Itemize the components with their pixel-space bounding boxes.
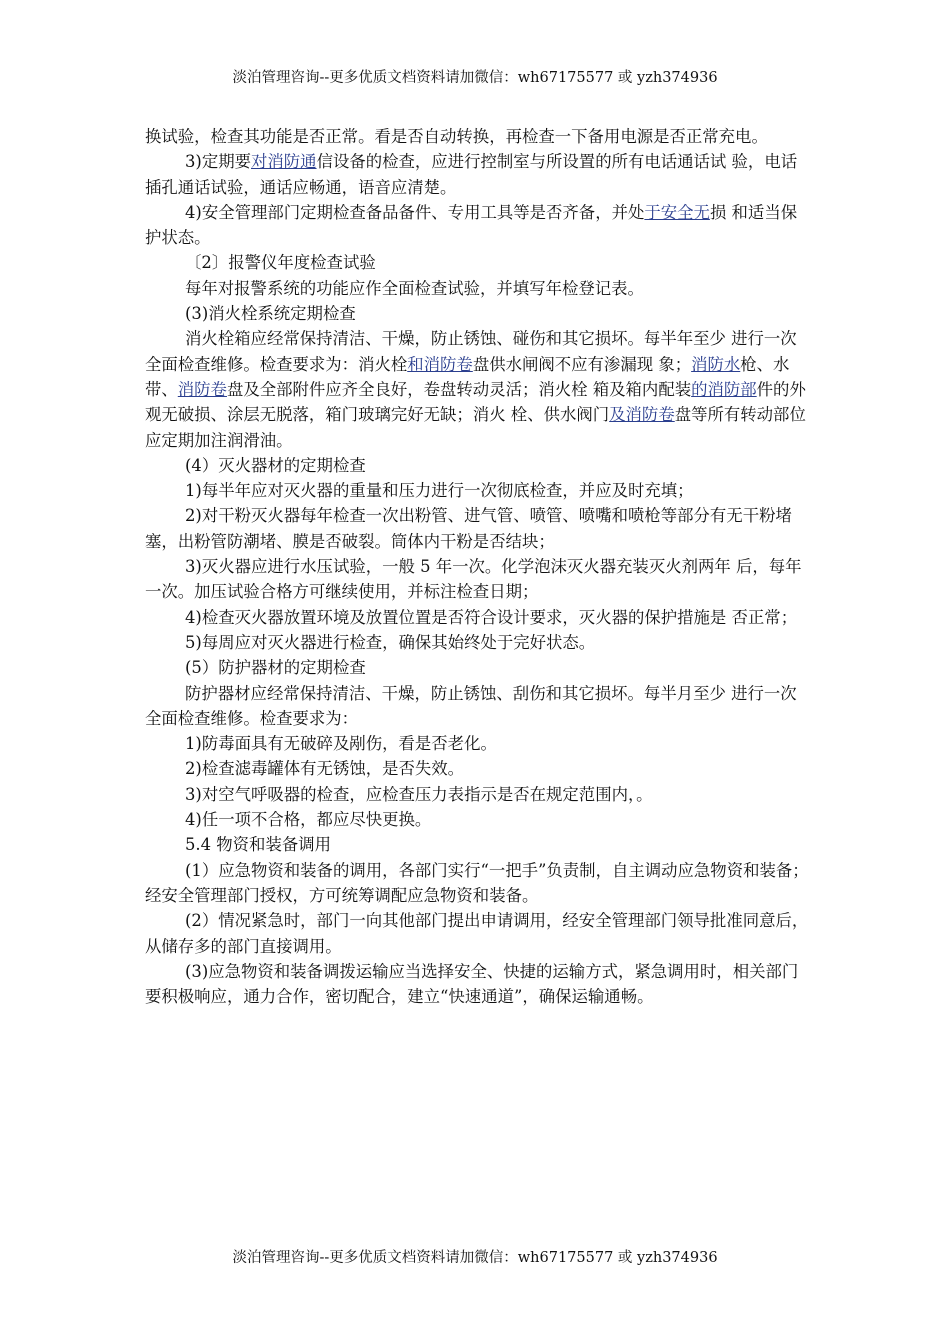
- section-heading: (4）灭火器材的定期检查: [185, 455, 366, 475]
- page-footer: 淡泊管理咨询--更多优质文档资料请加微信：wh67175577 或 yzh374936: [232, 1250, 718, 1266]
- paragraph: (2）情况紧急时，部门一向其他部门提出申请调用，经安全管理部门领导批准同意后，从储存多的部门直接调用。: [145, 911, 809, 956]
- text-run: 盘供水闸阀不应有渗漏现 象；: [472, 354, 692, 374]
- section-heading: (5）防护器材的定期检查: [185, 658, 366, 678]
- text-run: 消火栓箱应经常保持清洁、干燥，防止锈蚀、碰伤和其它损坏。每半年至少 进行一次全面检查维修。检查要求为：消火栓: [145, 329, 797, 374]
- paragraph: [145, 200, 810, 251]
- document-body: [145, 124, 810, 1009]
- paragraph: 3)灭火器应进行水压试验，一般 5 年一次。化学泡沫灭火器充装灭火剂两年 后，每年一次。加压试验合格方可继续使用，并标注检查日期；: [145, 557, 802, 602]
- text-run: 3)定期要: [185, 152, 251, 172]
- paragraph: 4)检查灭火器放置环境及放置位置是否符合设计要求，灭火器的保护措施是 否正常；: [185, 607, 798, 627]
- text-run: 4)安全管理部门定期检查备品备件、专用工具等是否齐备，并处: [185, 202, 645, 222]
- section-heading: 〔2〕报警仪年度检查试验: [185, 253, 376, 273]
- paragraph: 1)防毒面具有无破碎及剐伤，看是否老化。: [185, 734, 497, 754]
- page-header: 淡泊管理咨询--更多优质文档资料请加微信：wh67175577 或 yzh374936: [232, 70, 718, 86]
- paragraph: 2)对干粉灭火器每年检查一次出粉管、进气管、喷管、喷嘴和喷枪等部分有无干粉堵塞，出粉管防潮堵、膜是否破裂。筒体内干粉是否结块；: [145, 506, 792, 551]
- hyperlink[interactable]: 消防卷: [177, 379, 227, 399]
- text-run: 件的外观无破损、涂层无脱落，箱门玻璃完好无缺；消火 栓、供水阀门: [145, 379, 806, 425]
- paragraph: 换试验，检查其功能是否正常。看是否自动转换，再检查一下备用电源是否正常充电。: [145, 127, 768, 146]
- text-run: 枪、水带、: [145, 354, 790, 399]
- paragraph: (3)应急物资和装备调拨运输应当选择安全、快捷的运输方式，紧急调用时，相关部门要积极响应，通力合作，密切配合，建立“快速通道”，确保运输通畅。: [145, 961, 799, 1007]
- paragraph: [145, 326, 810, 452]
- section-heading: 5.4 物资和装备调用: [185, 835, 332, 855]
- paragraph: 4)任一项不合格，都应尽快更换。: [185, 810, 432, 830]
- paragraph: 5)每周应对灭火器进行检查，确保其始终处于完好状态。: [185, 632, 596, 652]
- hyperlink[interactable]: 消防水: [691, 354, 741, 374]
- paragraph: 3)对空气呼吸器的检查，应检查压力表指示是否在规定范围内，。: [185, 784, 653, 804]
- text-run: 盘等所有转动部位应定期加注润滑油。: [145, 405, 806, 450]
- paragraph: 1)每半年应对灭火器的重量和压力进行一次彻底检查，并应及时充填；: [185, 481, 694, 501]
- text-run: 损 和适当保护状态。: [145, 202, 798, 248]
- hyperlink[interactable]: 对消防通: [251, 152, 317, 172]
- text-run: 信设备的检查，应进行控制室与所设置的所有电话通话试 验，电话插孔通话试验，通话应畅通，语音应清楚。: [145, 152, 798, 197]
- paragraph: 防护器材应经常保持清洁、干燥，防止锈蚀、刮伤和其它损坏。每半月至少 进行一次全面检查维修。检查要求为：: [145, 683, 797, 728]
- paragraph: 2)检查滤毒罐体有无锈蚀，是否失效。: [185, 759, 465, 779]
- section-heading: (3)消火栓系统定期检查: [185, 304, 356, 324]
- hyperlink[interactable]: 和消防卷: [407, 354, 473, 374]
- hyperlink[interactable]: 的消防部: [691, 379, 757, 399]
- hyperlink[interactable]: 及消防卷: [609, 405, 675, 425]
- paragraph: (1）应急物资和装备的调用，各部门实行“一把手”负责制，自主调动应急物资和装备；经安全管理部门授权，方可统筹调配应急物资和装备。: [145, 860, 809, 905]
- paragraph: [145, 149, 810, 200]
- text-run: 盘及全部附件应齐全良好，卷盘转动灵活；消火栓 箱及箱内配装: [226, 379, 692, 399]
- paragraph: 每年对报警系统的功能应作全面检查试验，并填写年检登记表。: [185, 278, 644, 298]
- hyperlink[interactable]: 于安全无: [644, 202, 710, 222]
